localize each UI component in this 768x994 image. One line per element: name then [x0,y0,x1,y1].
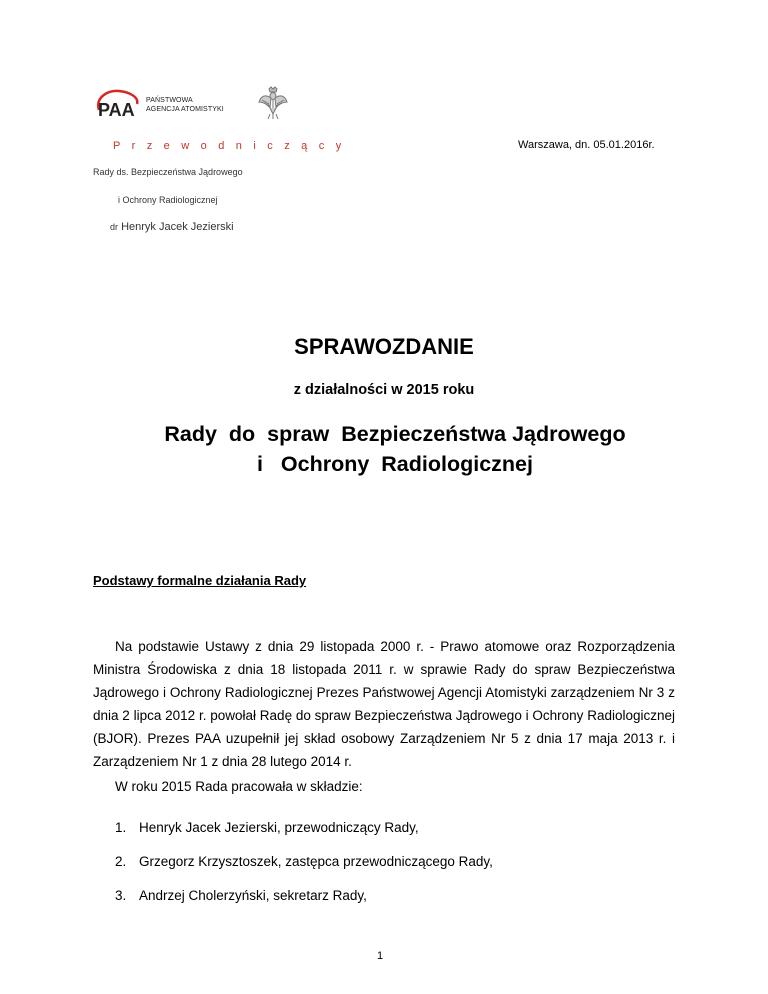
chairman-name [110,221,234,233]
logo-mark-text: PAA [98,100,135,120]
logo-text [146,96,224,114]
council-name-line2: i Ochrony Radiologicznej [118,195,218,205]
document-subtitle: z działalności w 2015 roku [293,382,475,398]
list-number: 2. [115,854,127,869]
list-number: 3. [115,888,127,903]
name-text: Henryk Jacek Jezierski [121,221,234,233]
name-prefix: dr [110,222,119,232]
council-name-line1: Rady ds. Bezpieczeństwa Jądrowego [93,167,243,177]
section-heading: Podstawy formalne działania Rady [93,573,307,588]
logo-line1: PAŃSTWOWA [146,97,193,104]
list-text: Henryk Jacek Jezierski, przewodniczący Rady, [139,820,419,835]
body-paragraph: Na podstawie Ustawy z dnia 29 listopada 2000 r. - Prawo atomowe oraz Rozporządzenia Ministra Środowiska z dnia 18 listopada 2011 r. w sprawie Rady do spraw Bezpieczeństwa Jądrowego i Ochrony Radiologicznej Prezes Państwowej Agencji Atomistyki zarządzeniem Nr 3 z dnia 2 lipca 2012 r. powołał Radę do spraw Bezpieczeństwa Jądrowego i Ochrony Radiologicznej (BJOR). Prezes PAA uzupełnił jej skład osobowy Zarządzeniem Nr 5 z dnia 17 maja 2013 r. i Zarządzeniem Nr 1 z dnia 28 lutego 2014 r. [93,639,675,769]
paa-logo-mark-icon [93,88,145,122]
list-item [115,820,493,854]
coat-of-arms-icon [258,86,288,120]
list-text: Andrzej Cholerzyński, sekretarz Rady, [139,888,367,903]
list-number: 1. [115,820,127,835]
page-number: 1 [376,950,384,962]
logo-line2: AGENCJA ATOMISTYKI [146,106,224,113]
members-list [115,820,493,922]
list-item [115,854,493,888]
document-date: Warszawa, dn. 05.01.2016r. [518,139,655,151]
composition-intro: W roku 2015 Rada pracowała w składzie: [115,779,363,794]
chairman-label: P r z e w o d n i c z ą c y [113,140,346,152]
list-item [115,888,493,922]
list-text: Grzegorz Krzysztoszek, zastępca przewodniczącego Rady, [139,854,493,869]
document-title: SPRAWOZDANIE [294,334,474,359]
council-title: Rady do spraw Bezpieczeństwa Jądrowego i Ochrony Radiologicznej [164,422,626,476]
